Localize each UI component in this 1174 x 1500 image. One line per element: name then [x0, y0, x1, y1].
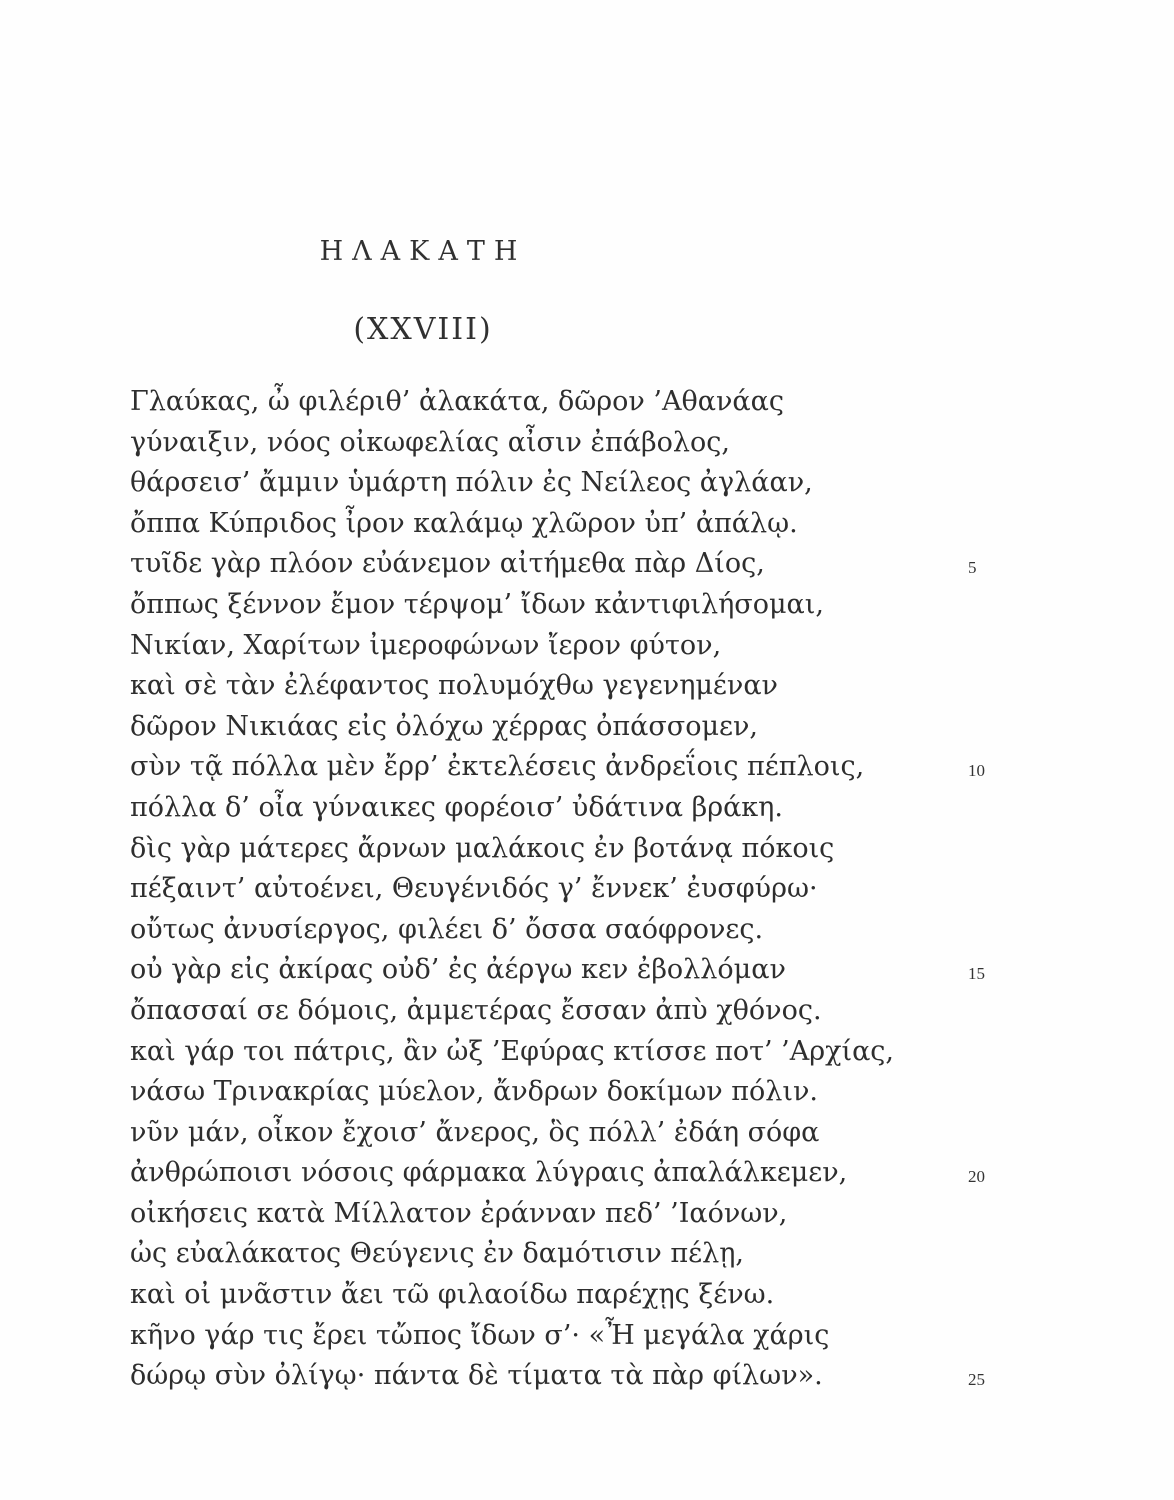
poem-line-text: νάσω Τρινακρίας μύελον, ἄνδρων δοκίμων πόλιν. [130, 1076, 818, 1108]
poem-line-text: οὔτως ἀνυσίεργος, φιλέει δ’ ὄσσα σαόφρονες. [130, 913, 764, 945]
poem-line [130, 747, 1030, 788]
poem-line-text: πόλλα δ’ οἶα γύναικες φορέοισ’ ὐδάτινα βράκη. [130, 791, 783, 823]
poem-line-text: τυῖδε γὰρ πλόον εὐάνεμον αἰτήμεθα πὰρ Δίος, [130, 548, 765, 580]
poem-line [130, 707, 1030, 748]
line-number: 15 [968, 964, 985, 984]
poem-line-text: ὄππως ξέννον ἔμον τέρψομ’ ἴδων κἀντιφιλήσομαι, [130, 588, 824, 620]
poem-line [130, 788, 1030, 829]
poem-line-text: Νικίαν, Χαρίτων ἰμεροφώνων ἴερον φύτον, [130, 629, 722, 661]
poem-line [130, 910, 1030, 951]
poem-line [130, 1032, 1030, 1073]
poem-line [130, 382, 1030, 423]
poem-line-text: δὶς γὰρ μάτερες ἄρνων μαλάκοις ἐν βοτάνᾳ πόκοις [130, 832, 835, 864]
poem-line-text: ἀνθρώποισι νόσοις φάρμακα λύγραις ἀπαλάλκεμεν, [130, 1157, 848, 1189]
poem-line [130, 585, 1030, 626]
poem-line [130, 869, 1030, 910]
poem-line [130, 991, 1030, 1032]
line-number: 25 [968, 1370, 985, 1390]
poem-line-text: ὠς εὐαλάκατος Θεύγενις ἐν δαμότισιν πέλῃ, [130, 1238, 744, 1270]
poem-line-text: δώρῳ σὺν ὀλίγῳ· πάντα δὲ τίματα τὰ πὰρ φίλων». [130, 1360, 823, 1392]
poem-line-text: ὄπασσαί σε δόμοις, ἀμμετέρας ἔσσαν ἀπὺ χθόνος. [130, 994, 822, 1026]
poem-line [130, 1113, 1030, 1154]
poem-line-text: πέξαιντ’ αὐτοένει, Θευγένιδός γ’ ἔννεκ’ ἐυσφύρω· [130, 873, 818, 905]
poem-line [130, 1356, 1030, 1397]
poem-number: (XXVIII) [353, 312, 493, 347]
poem-line [130, 1072, 1030, 1113]
poem-line-text: καὶ οἰ μνᾶστιν ἄει τῶ φιλαοίδω παρέχῃς ξένω. [130, 1279, 775, 1311]
poem-line-text: καὶ γάρ τοι πάτρις, ἂν ὠξ ’Εφύρας κτίσσε ποτ’ ’Αρχίας, [130, 1035, 895, 1067]
poem-line [130, 1275, 1030, 1316]
poem-line [130, 950, 1030, 991]
poem-line [130, 463, 1030, 504]
poem-title: ΗΛΑΚΑΤΗ [319, 236, 527, 267]
poem-line [130, 626, 1030, 667]
poem-line [130, 504, 1030, 545]
poem-line [130, 666, 1030, 707]
poem-line-text: θάρσεισ’ ἄμμιν ὑμάρτη πόλιν ἐς Νείλεος ἀγλάαν, [130, 467, 813, 499]
line-number: 5 [968, 558, 977, 578]
poem-line-text: κῆνο γάρ τις ἔρει τὤπος ἴδων σ’· «Ἦ μεγάλα χάρις [130, 1319, 830, 1351]
poem-line-text: νῦν μάν, οἶκον ἔχοισ’ ἄνερος, ὃς πόλλ’ ἐδάη σόφα [130, 1116, 820, 1148]
poem-line-text: Γλαύκας, ὦ φιλέριθ’ ἀλακάτα, δῶρον ’Αθανάας [130, 386, 784, 417]
poem-line [130, 423, 1030, 464]
line-number: 10 [968, 761, 985, 781]
poem-line-text: ὄππα Κύπριδος ἶρον καλάμῳ χλῶρον ὐπ’ ἀπάλῳ. [130, 507, 798, 539]
poem-line [130, 1153, 1030, 1194]
poem-line [130, 829, 1030, 870]
poem-line-text: οἰκήσεις κατὰ Μίλλατον ἐράνναν πεδ’ ’Ιαόνων, [130, 1197, 788, 1229]
poem-line-text: καὶ σὲ τὰν ἐλέφαντος πολυμόχθω γεγενημέναν [130, 670, 778, 702]
line-number: 20 [968, 1167, 985, 1187]
poem-line-text: σὺν τᾷ πόλλα μὲν ἔρρ’ ἐκτελέσεις ἀνδρεΐοις πέπλοις, [130, 751, 865, 783]
poem-line-text: οὐ γὰρ εἰς ἀκίρας οὐδ’ ἐς ἀέργω κεν ἐβολλόμαν [130, 954, 786, 986]
poem-line [130, 544, 1030, 585]
poem-line [130, 1316, 1030, 1357]
poem-line [130, 1194, 1030, 1235]
poem-line [130, 1234, 1030, 1275]
poem-body [130, 382, 1030, 1397]
poem-line-text: γύναιξιν, νόος οἰκωφελίας αἶσιν ἐπάβολος, [130, 426, 730, 458]
poem-line-text: δῶρον Νικιάας εἰς ὀλόχω χέρρας ὀπάσσομεν, [130, 710, 759, 742]
